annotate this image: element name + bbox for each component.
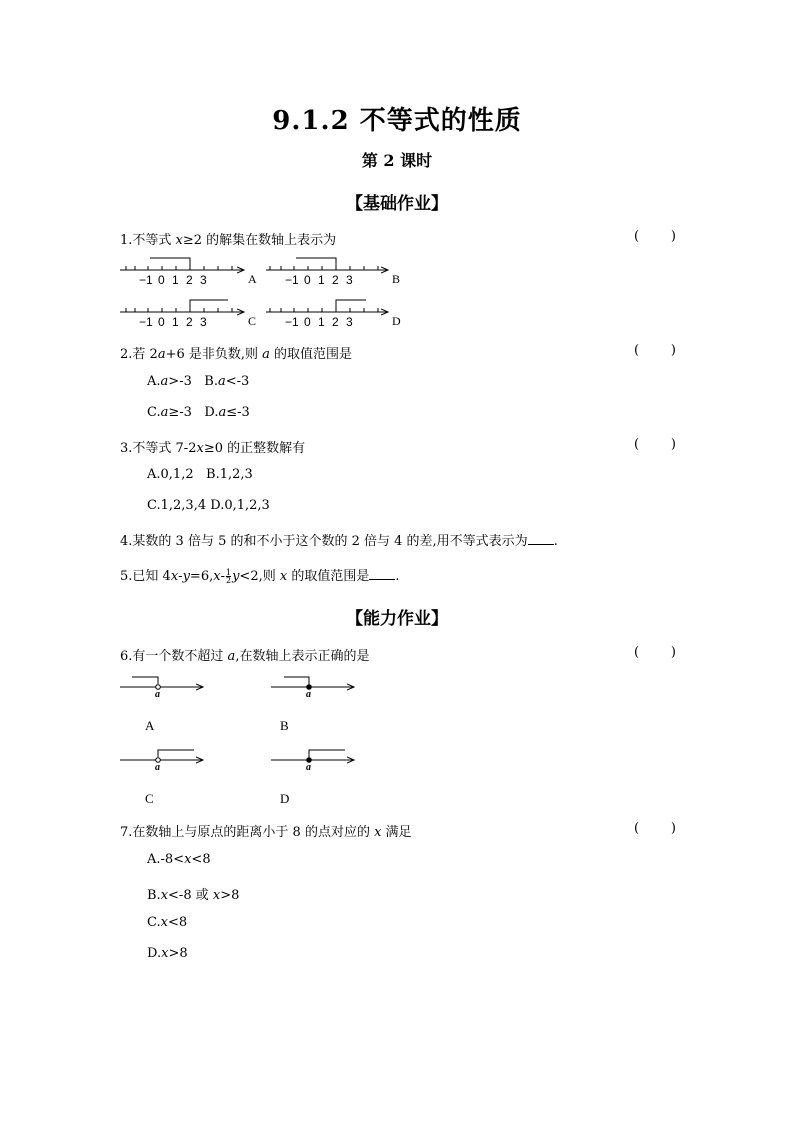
tick-label: 1 — [172, 315, 179, 329]
tick-label: 1 — [318, 273, 325, 287]
q6-option-b-number-line — [271, 677, 354, 689]
answer-paren-3: ( ) — [634, 437, 676, 452]
option-label-c: C — [248, 314, 257, 328]
tick-label: 3 — [346, 315, 353, 329]
option-label-b: B — [280, 718, 289, 733]
section-ability: 【能力作业】 — [346, 609, 448, 629]
q7-option-b: B.x<-8 或 x>8 — [147, 888, 240, 903]
fraction-one-half: $\frac{1}{2}$ — [225, 568, 232, 585]
tick-label: −1 — [285, 315, 299, 329]
option-label-d: D — [392, 314, 401, 328]
q2-options-cd: C.a≥-3 D.a≤-3 — [147, 405, 250, 420]
option-label-a: A — [248, 272, 257, 286]
q3-options-ab: A.0,1,2 B.1,2,3 — [147, 467, 253, 482]
point-label-a: a — [306, 762, 311, 773]
tick-label: 0 — [304, 273, 311, 287]
q1-option-d-number-line — [266, 300, 388, 312]
answer-paren-2: ( ) — [634, 343, 676, 358]
tick-label: 0 — [158, 273, 165, 287]
tick-label: 3 — [200, 315, 207, 329]
q7-option-d: D.x>8 — [147, 946, 188, 961]
tick-label: 1 — [318, 315, 325, 329]
tick-label: −1 — [139, 315, 153, 329]
answer-paren-1: ( ) — [634, 229, 676, 244]
q6-option-c-number-line — [120, 750, 203, 762]
tick-label: 1 — [172, 273, 179, 287]
option-label-d: D — [280, 791, 290, 806]
point-label-a: a — [155, 762, 160, 773]
q7-option-a: A.-8<x<8 — [147, 852, 211, 867]
tick-label: 3 — [346, 273, 353, 287]
option-label-c: C — [145, 791, 154, 806]
q6-option-d-number-line — [271, 750, 354, 762]
answer-blank-4[interactable] — [528, 532, 554, 545]
q1-option-b-number-line — [266, 258, 388, 270]
page-subtitle: 第 2 课时 — [361, 151, 433, 170]
q1-option-a-number-line — [120, 258, 244, 270]
answer-blank-5[interactable] — [369, 567, 395, 580]
answer-paren-7: ( ) — [634, 821, 676, 836]
tick-label: 3 — [200, 273, 207, 287]
question-3: 3.不等式 7-2x≥0 的正整数解有 — [120, 441, 306, 456]
option-label-b: B — [392, 272, 401, 286]
tick-label: 0 — [158, 315, 165, 329]
option-label-a: A — [145, 718, 155, 733]
question-6: 6.有一个数不超过 a,在数轴上表示正确的是 — [120, 649, 370, 664]
answer-paren-6: ( ) — [634, 645, 676, 660]
question-5: 5.已知 4x-y=6,x- $\frac{1}{2}$ y<2,则 x 的取值范围是 . — [120, 568, 400, 585]
tick-label: 2 — [332, 315, 339, 329]
tick-label: −1 — [139, 273, 153, 287]
point-label-a: a — [155, 689, 160, 700]
q7-option-c: C.x<8 — [147, 915, 188, 930]
tick-label: 2 — [186, 273, 193, 287]
q6-option-a-number-line — [120, 677, 203, 689]
point-label-a: a — [306, 689, 311, 700]
question-1: 1.不等式 x≥2 的解集在数轴上表示为 — [120, 233, 337, 248]
tick-label: −1 — [285, 273, 299, 287]
q1-option-c-number-line — [120, 300, 244, 312]
section-basic: 【基础作业】 — [346, 194, 448, 214]
question-4: 4.某数的 3 倍与 5 的和不小于这个数的 2 倍与 4 的差,用不等式表示为 . — [120, 534, 558, 549]
q3-options-cd: C.1,2,3,4 D.0,1,2,3 — [147, 498, 270, 513]
tick-label: 2 — [332, 273, 339, 287]
page-title: 9.1.2 不等式的性质 — [272, 106, 522, 136]
tick-label: 2 — [186, 315, 193, 329]
q2-options-ab: A.a>-3 B.a<-3 — [147, 374, 250, 389]
tick-label: 0 — [304, 315, 311, 329]
question-7: 7.在数轴上与原点的距离小于 8 的点对应的 x 满足 — [120, 825, 412, 840]
question-2: 2.若 2a+6 是非负数,则 a 的取值范围是 — [120, 347, 353, 362]
